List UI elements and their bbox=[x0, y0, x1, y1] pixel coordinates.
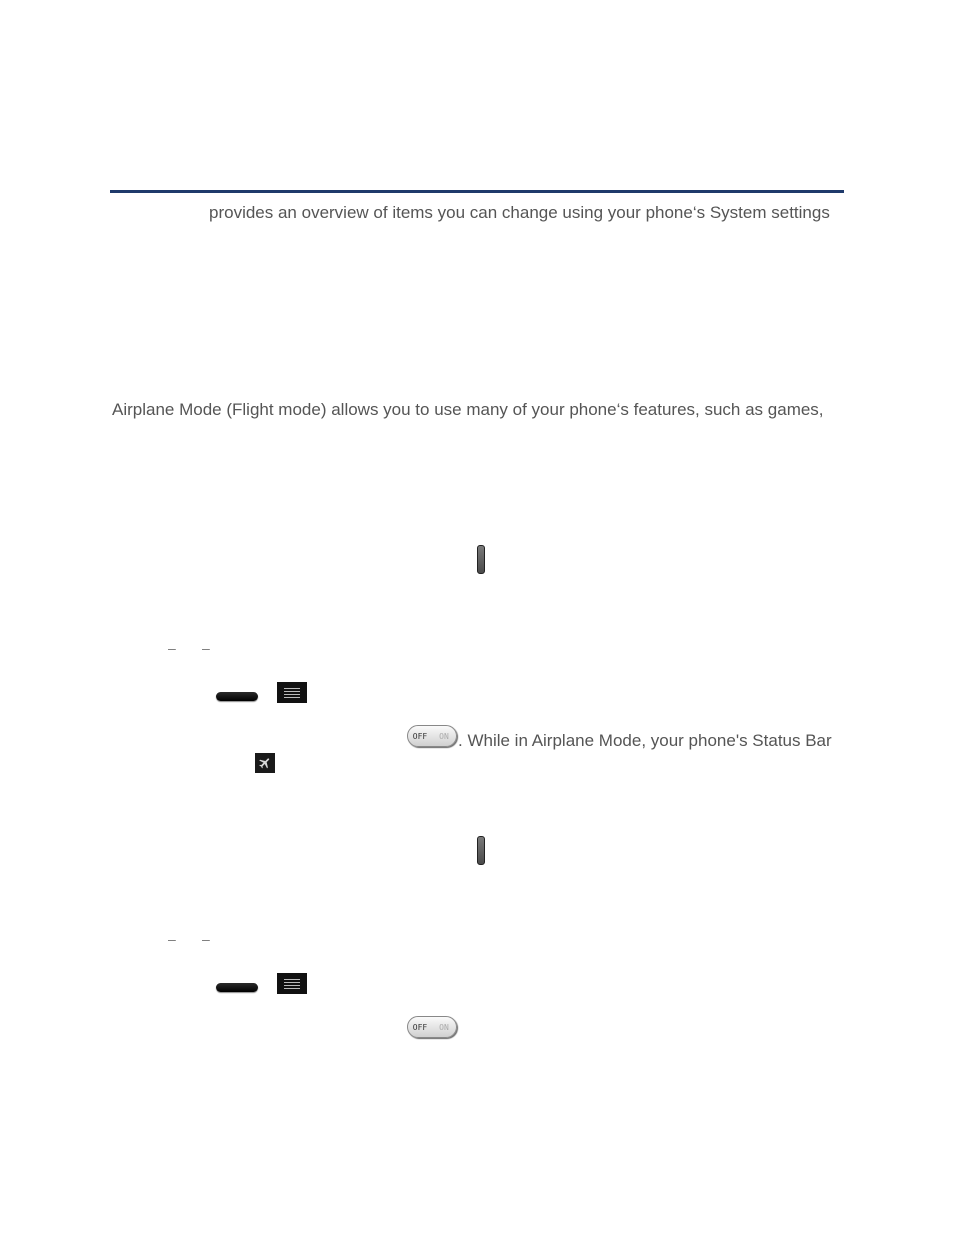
header-rule bbox=[110, 190, 844, 193]
airplane-mode-description: Airplane Mode (Flight mode) allows you to use many of your phone‘s features, such as games, bbox=[112, 400, 824, 419]
toggle-switch-icon bbox=[407, 1016, 457, 1038]
intro-text: provides an overview of items you can change using your phone‘s System settings bbox=[209, 203, 830, 222]
airplane-icon bbox=[258, 756, 272, 770]
toggle-off-label: OFF bbox=[412, 731, 428, 741]
toggle-off-label: OFF bbox=[412, 1022, 428, 1032]
power-key-icon bbox=[477, 836, 485, 865]
status-bar-text: . While in Airplane Mode, your phone's Status Bar bbox=[458, 731, 832, 750]
power-key-icon bbox=[477, 545, 485, 574]
toggle-switch-icon bbox=[407, 725, 457, 747]
menu-key-icon bbox=[277, 973, 307, 994]
toggle-on-label: ON bbox=[439, 731, 449, 741]
airplane-icon bbox=[255, 753, 275, 773]
toggle-on-label: ON bbox=[439, 1022, 449, 1032]
dash: – bbox=[202, 640, 210, 656]
home-key-icon bbox=[216, 983, 258, 992]
dash: – bbox=[168, 640, 176, 656]
dash: – bbox=[202, 931, 210, 947]
dash: – bbox=[168, 931, 176, 947]
menu-key-icon bbox=[277, 682, 307, 703]
home-key-icon bbox=[216, 692, 258, 701]
